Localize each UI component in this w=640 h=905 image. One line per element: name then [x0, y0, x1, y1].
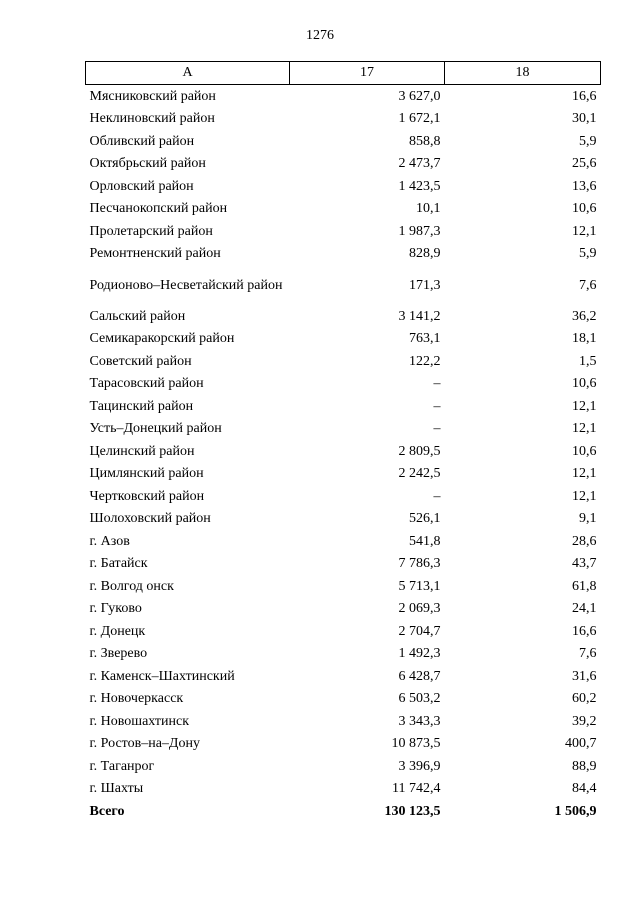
row-value-18: 61,8	[572, 578, 597, 594]
row-name: г. Волгод онск	[89, 578, 174, 594]
column-header-17: 17	[290, 62, 445, 85]
column-header-18: 18	[445, 62, 601, 85]
row-value-18: 31,6	[572, 668, 597, 684]
table-row	[86, 575, 601, 598]
row-name: г. Донецк	[89, 623, 146, 639]
row-value-18: 7,6	[579, 277, 597, 293]
row-name: Тацинский район	[89, 398, 194, 414]
row-name: Шолоховский район	[89, 511, 211, 527]
row-value-18: 10,6	[572, 376, 597, 392]
row-value-18: 12,1	[572, 398, 597, 414]
row-value-17: 11 742,4	[392, 781, 441, 797]
row-value-17: 6 428,7	[398, 668, 441, 684]
row-value-17: 3 343,3	[398, 713, 441, 729]
row-name: г. Гуково	[89, 601, 142, 617]
row-value-18: 18,1	[572, 331, 597, 347]
row-value-18: 39,2	[572, 713, 597, 729]
data-table	[85, 61, 601, 823]
table-row	[86, 130, 601, 153]
row-value-17: –	[433, 398, 441, 414]
row-value-18: 7,6	[579, 646, 597, 662]
row-name: Ремонтненский район	[89, 246, 221, 262]
row-name: Советский район	[89, 353, 192, 369]
row-value-17: –	[433, 421, 441, 437]
row-name: Мясниковский район	[89, 88, 216, 104]
row-value-18: 9,1	[579, 511, 597, 527]
table-row	[86, 553, 601, 576]
page-number: 1276	[306, 28, 334, 43]
row-name: Целинский район	[89, 443, 195, 459]
table-row	[86, 395, 601, 418]
row-value-17: 2 473,7	[398, 156, 441, 172]
table-row	[86, 175, 601, 198]
row-value-18: 30,1	[572, 111, 597, 127]
row-value-17: 828,9	[409, 246, 441, 262]
row-name: г. Зверево	[89, 646, 148, 662]
table-row	[86, 485, 601, 508]
row-value-17: 2 069,3	[398, 601, 441, 617]
column-header-a: А	[86, 62, 290, 85]
table-row	[86, 108, 601, 131]
row-value-18: 1,5	[579, 353, 597, 369]
row-value-17: 122,2	[409, 353, 441, 369]
row-value-18: 84,4	[572, 781, 597, 797]
row-name: Песчанокопский район	[89, 201, 228, 217]
row-name: Семикаракорский район	[89, 331, 235, 347]
table-row	[86, 710, 601, 733]
table-row	[86, 643, 601, 666]
table-row	[86, 778, 601, 801]
row-value-18: 25,6	[572, 156, 597, 172]
row-value-18: 88,9	[572, 758, 597, 774]
table-row	[86, 688, 601, 711]
row-value-17: 5 713,1	[398, 578, 441, 594]
table-row	[86, 440, 601, 463]
row-name: г. Таганрог	[89, 758, 155, 774]
row-name: г. Каменск–Шахтинский	[89, 668, 235, 684]
row-name: Пролетарский район	[89, 223, 213, 239]
table-row	[86, 733, 601, 756]
row-value-17: 526,1	[409, 511, 441, 527]
row-value-18: 60,2	[572, 691, 597, 707]
row-value-17: 10 873,5	[391, 736, 441, 752]
row-value-18: 12,1	[572, 488, 597, 504]
row-name: Неклиновский район	[89, 111, 215, 127]
table-row	[86, 508, 601, 531]
table-row	[86, 153, 601, 176]
row-name: Чертковский район	[89, 488, 205, 504]
row-value-17: 858,8	[409, 133, 441, 149]
table-body	[86, 85, 601, 823]
total-value-18: 1 506,9	[554, 803, 597, 819]
row-value-18: 16,6	[572, 88, 597, 104]
row-value-18: 43,7	[572, 556, 597, 572]
row-value-18: 16,6	[572, 623, 597, 639]
row-value-17: 171,3	[409, 277, 441, 293]
table-row	[86, 620, 601, 643]
row-name: Орловский район	[89, 178, 194, 194]
row-value-17: 3 141,2	[398, 308, 441, 324]
row-value-17: 541,8	[409, 533, 441, 549]
table-row	[86, 350, 601, 373]
row-value-18: 36,2	[572, 308, 597, 324]
row-value-18: 10,6	[572, 201, 597, 217]
row-value-17: 6 503,2	[398, 691, 441, 707]
table-row	[86, 598, 601, 621]
total-row	[86, 800, 601, 823]
row-name: Цимлянский район	[89, 466, 204, 482]
row-name: г. Батайск	[89, 556, 148, 572]
row-name: г. Новочеркасск	[89, 691, 184, 707]
row-value-17: 7 786,3	[398, 556, 441, 572]
row-value-18: 10,6	[572, 443, 597, 459]
table-row	[86, 265, 601, 305]
table-row	[86, 198, 601, 221]
row-name: Усть–Донецкий район	[89, 421, 222, 437]
table-row	[86, 85, 601, 108]
row-value-17: 2 704,7	[398, 623, 441, 639]
row-name: г. Шахты	[89, 781, 144, 797]
row-name: г. Ростов–на–Дону	[89, 736, 200, 752]
row-value-17: 1 492,3	[398, 646, 441, 662]
row-value-18: 12,1	[572, 421, 597, 437]
table-header-row	[86, 62, 601, 85]
table-row	[86, 243, 601, 266]
row-name: Родионово–Несветайский район	[89, 277, 283, 293]
row-value-18: 12,1	[572, 223, 597, 239]
row-value-17: 763,1	[409, 331, 441, 347]
table-row	[86, 373, 601, 396]
row-value-17: 1 423,5	[398, 178, 441, 194]
row-value-17: 1 672,1	[398, 111, 441, 127]
table-row	[86, 418, 601, 441]
row-value-18: 5,9	[579, 246, 597, 262]
row-value-18: 12,1	[572, 466, 597, 482]
table-row	[86, 220, 601, 243]
row-value-17: 1 987,3	[398, 223, 441, 239]
row-name: Сальский район	[89, 308, 186, 324]
row-value-17: –	[433, 376, 441, 392]
table-row	[86, 328, 601, 351]
row-value-17: 10,1	[416, 201, 441, 217]
row-value-18: 400,7	[565, 736, 597, 752]
row-name: Тарасовский район	[89, 376, 204, 392]
row-value-18: 5,9	[579, 133, 597, 149]
row-value-17: 2 242,5	[398, 466, 441, 482]
row-value-18: 24,1	[572, 601, 597, 617]
table-row	[86, 305, 601, 328]
row-name: Обливский район	[89, 133, 195, 149]
row-name: г. Азов	[89, 533, 130, 549]
total-label: Всего	[89, 803, 125, 819]
table-row	[86, 665, 601, 688]
table-row	[86, 530, 601, 553]
row-value-17: –	[433, 488, 441, 504]
row-name: г. Новошахтинск	[89, 713, 190, 729]
total-value-17: 130 123,5	[384, 803, 441, 819]
table-row	[86, 463, 601, 486]
row-value-18: 28,6	[572, 533, 597, 549]
row-value-17: 2 809,5	[398, 443, 441, 459]
table-row	[86, 755, 601, 778]
row-value-17: 3 396,9	[398, 758, 441, 774]
row-value-18: 13,6	[572, 178, 597, 194]
row-value-17: 3 627,0	[398, 88, 441, 104]
row-name: Октябрьский район	[89, 156, 206, 172]
